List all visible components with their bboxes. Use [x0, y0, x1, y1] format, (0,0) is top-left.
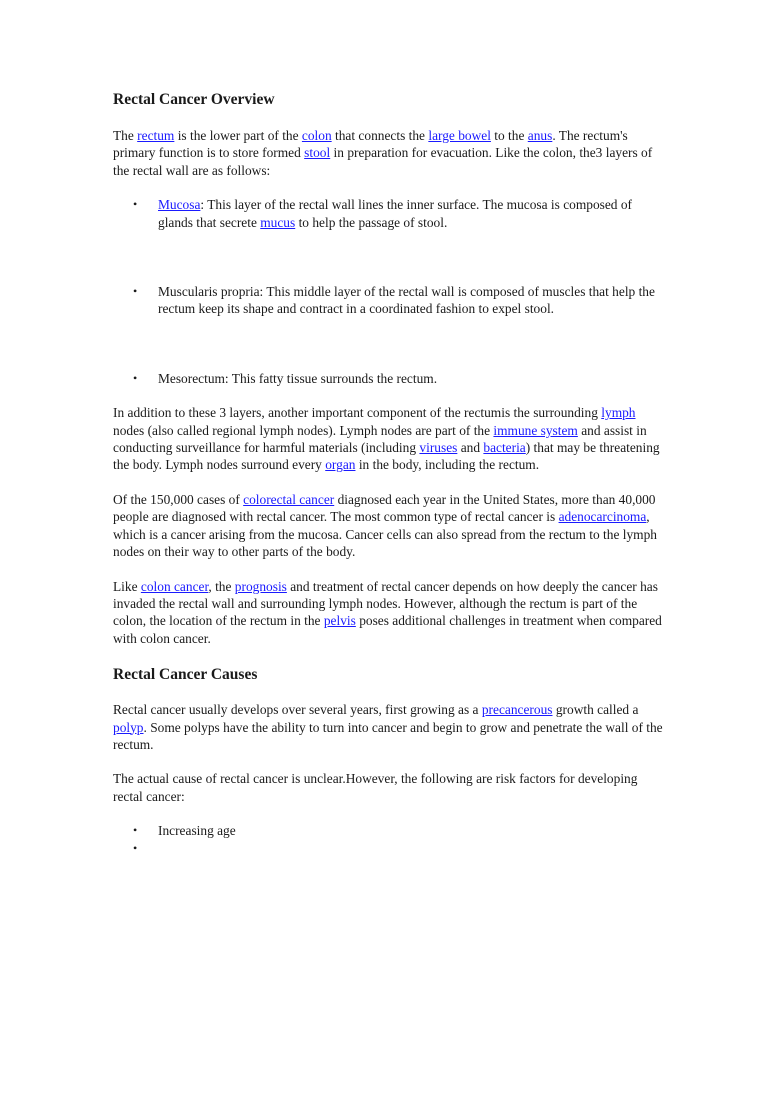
text: to the [490, 128, 528, 143]
text: Like [113, 578, 141, 594]
risk-factors-list [113, 822, 668, 857]
text: : This layer of the rectal wall lines the inner surface. The mucosa is composed of glands that secrete [158, 197, 632, 230]
text: in the body, including the rectum. [355, 457, 540, 473]
paragraph-risk-factors-intro: The actual cause of rectal cancer is unclear.However, the following are risk factors for developing rectal cancer: [113, 771, 638, 804]
text: Of the 150,000 cases of [113, 491, 244, 507]
link-adenocarcinoma[interactable]: adenocarcinoma [558, 509, 647, 525]
bullet-icon: • [133, 840, 138, 855]
text: poses additional challenges in treatment when compared with colon cancer. [113, 613, 662, 646]
link-organ[interactable]: organ [325, 457, 356, 473]
text: Increasing age [158, 823, 236, 839]
list-item-risk [113, 840, 668, 857]
document-page [0, 90, 768, 1114]
link-rectum[interactable]: rectum [137, 128, 175, 143]
text: Muscularis propria: This middle layer of the rectal wall is composed of muscles that help the rectum keep its shape and contract in a coordinated fashion to expel stool. [158, 284, 655, 317]
text: in preparation for evacuation. Like the colon, the3 layers of the rectal wall are as follows: [113, 145, 653, 178]
bullet-icon: • [133, 284, 138, 299]
link-colon-cancer[interactable]: colon cancer [140, 578, 209, 594]
paragraph-statistics [113, 491, 668, 561]
text: to help the passage of stool. [295, 214, 448, 230]
text: growth called a [552, 702, 639, 718]
text: Rectal cancer usually develops over several years, first growing as a [113, 702, 482, 718]
text: ) that may be threatening the body. Lymph nodes surround every [113, 440, 660, 473]
list-item-mesorectum [113, 370, 668, 387]
text: , which is a cancer arising from the mucosa. Cancer cells can also spread from the rectum to the lymph nodes on their way to other parts of the body. [113, 509, 657, 560]
link-anus[interactable]: anus [527, 128, 553, 143]
text: The [113, 128, 138, 143]
list-item-mucosa [113, 196, 668, 231]
link-lymph[interactable]: lymph [601, 405, 636, 421]
text: , the [208, 578, 235, 594]
section-heading-causes: Rectal Cancer Causes [113, 666, 258, 684]
text: diagnosed each year in the United States, more than 40,000 people are diagnosed with rectal cancer. The most common type of rectal cancer is [113, 491, 656, 525]
bullet-icon: • [133, 197, 138, 212]
bullet-icon: • [133, 370, 138, 385]
link-precancerous[interactable]: precancerous [481, 702, 553, 718]
text: nodes (also called regional lymph nodes). Lymph nodes are part of the [113, 422, 494, 438]
text: and [457, 440, 484, 456]
text: and assist in conducting surveillance for harmful materials (including [113, 422, 647, 456]
rectal-wall-layers-list [113, 196, 668, 387]
paragraph-rectum-intro [113, 127, 668, 179]
text: and treatment of rectal cancer depends on how deeply the cancer has invaded the rectal wall and surrounding lymph nodes. However, although the rectum is part of the colon, the location of the rectum in the [113, 578, 658, 629]
list-item-muscularis [113, 283, 668, 318]
link-viruses[interactable]: viruses [419, 440, 458, 456]
text: . Some polyps have the ability to turn into cancer and begin to grow and penetrate the wall of the rectum. [113, 719, 663, 752]
link-colorectal-cancer[interactable]: colorectal cancer [243, 491, 335, 507]
text: Mesorectum: This fatty tissue surrounds the rectum. [158, 370, 438, 386]
list-item-risk [113, 822, 668, 839]
link-stool[interactable]: stool [304, 145, 331, 161]
link-large-bowel[interactable]: large bowel [428, 128, 491, 143]
paragraph-polyp [113, 701, 668, 753]
text: In addition to these 3 layers, another important component of the rectumis the surrounding [113, 405, 602, 421]
paragraph-prognosis [113, 578, 668, 648]
link-polyp[interactable]: polyp [113, 719, 144, 735]
text: that connects the [331, 128, 429, 143]
link-colon[interactable]: colon [301, 128, 332, 143]
link-mucus[interactable]: mucus [260, 214, 296, 230]
link-immune-system[interactable]: immune system [493, 422, 578, 438]
text: is the lower part of the [174, 128, 302, 143]
section-heading-overview: Rectal Cancer Overview [113, 91, 275, 108]
link-mucosa[interactable]: Mucosa [158, 197, 201, 213]
bullet-icon: • [133, 823, 138, 838]
text: . The rectum's primary function is to store formed [113, 128, 628, 161]
link-prognosis[interactable]: prognosis [234, 578, 287, 594]
link-bacteria[interactable]: bacteria [483, 440, 526, 456]
paragraph-lymph-nodes [113, 404, 668, 474]
link-pelvis[interactable]: pelvis [323, 613, 356, 629]
